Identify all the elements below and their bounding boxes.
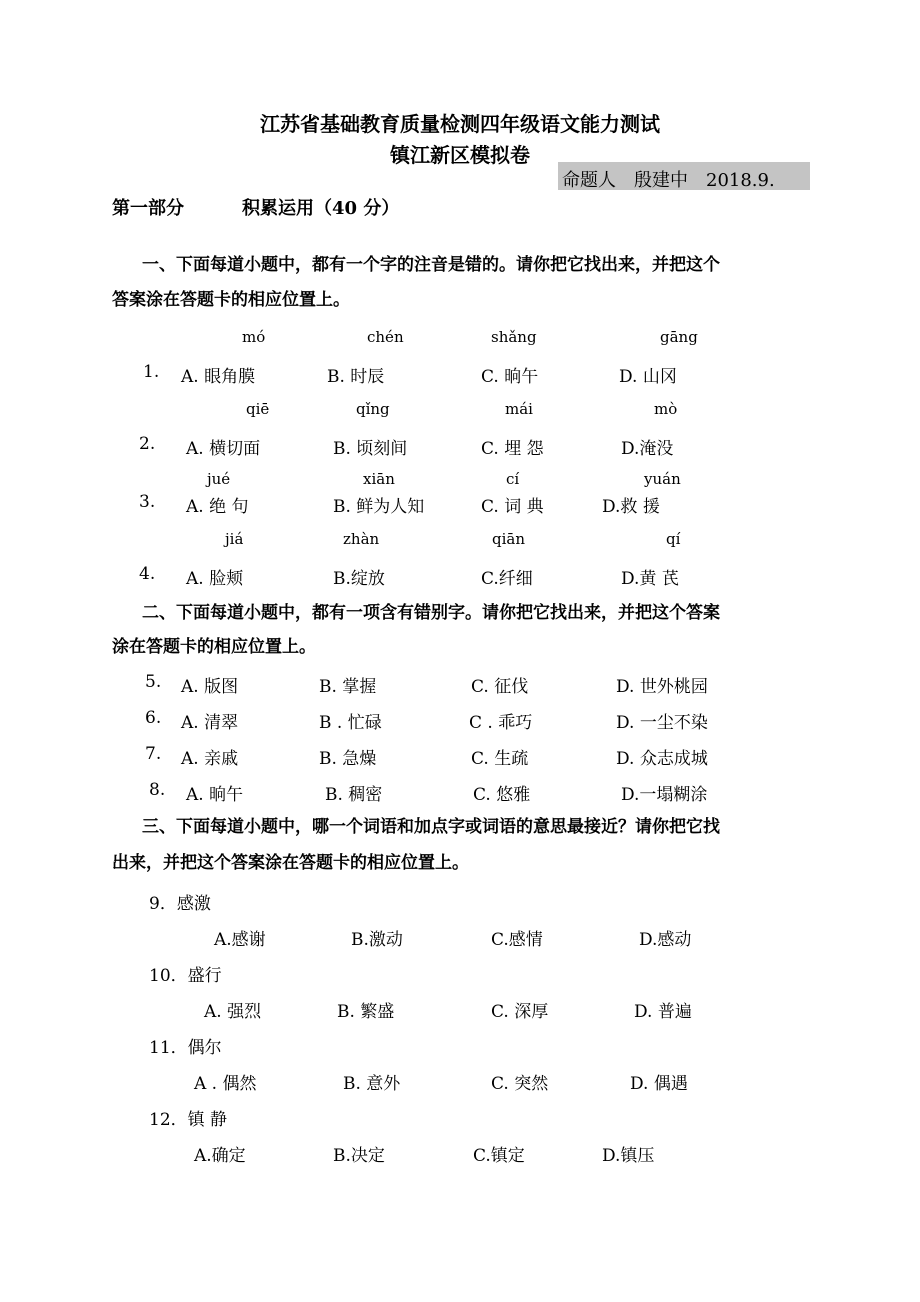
- option-c: C. 晌午: [481, 367, 539, 387]
- option-a: A. 绝 句: [186, 497, 249, 517]
- option-d: D. 一尘不染: [616, 713, 708, 733]
- pinyin: mó: [242, 328, 266, 346]
- option-d: D.一塌糊涂: [621, 785, 708, 805]
- pinyin: qiān: [492, 530, 526, 548]
- question-stem: 9．感激: [149, 894, 211, 914]
- section1-instruction-line2: 答案涂在答题卡的相应位置上。: [112, 290, 350, 310]
- author-line: 命题人 殷建中 2018.9.: [562, 170, 775, 191]
- question-number: 8.: [149, 780, 166, 800]
- option-d: D.黄 芪: [621, 569, 679, 589]
- option-c: C. 词 典: [481, 497, 544, 517]
- option-b: B. 时辰: [327, 367, 385, 387]
- option-d: D.救 援: [602, 497, 660, 517]
- option-b: B. 顷刻间: [333, 439, 408, 459]
- option-c: C. 深厚: [491, 1002, 549, 1022]
- option-c: C. 突然: [491, 1074, 549, 1094]
- option-d: D. 世外桃园: [616, 677, 708, 697]
- question-number: 2.: [139, 434, 156, 454]
- section1-instruction-line1: 一、下面每道小题中，都有一个字的注音是错的。请你把它找出来，并把这个: [142, 255, 720, 275]
- option-c: C.感情: [491, 930, 543, 950]
- question-number: 4.: [139, 564, 156, 584]
- option-b: B.绽放: [333, 569, 385, 589]
- option-c: C. 悠雅: [473, 785, 531, 805]
- option-c: C . 乖巧: [469, 713, 533, 733]
- option-d: D. 普遍: [634, 1002, 692, 1022]
- option-b: B. 鲜为人知: [333, 497, 425, 517]
- option-c: C. 征伐: [471, 677, 529, 697]
- question-number: 3.: [139, 492, 156, 512]
- option-d: D.淹没: [621, 439, 674, 459]
- option-b: B. 繁盛: [337, 1002, 395, 1022]
- pinyin: jué: [207, 470, 231, 488]
- option-a: A. 晌午: [186, 785, 244, 805]
- option-b: B.决定: [333, 1146, 385, 1166]
- option-d: D.感动: [639, 930, 692, 950]
- section2-instruction-line1: 二、下面每道小题中，都有一项含有错别字。请你把它找出来，并把这个答案: [142, 603, 720, 623]
- option-b: B. 掌握: [319, 677, 377, 697]
- option-c: C. 埋 怨: [481, 439, 544, 459]
- option-a: A.确定: [194, 1146, 246, 1166]
- section3-instruction-line1: 三、下面每道小题中，哪一个词语和加点字或词语的意思最接近？请你把它找: [142, 817, 720, 837]
- option-c: C.镇定: [473, 1146, 525, 1166]
- pinyin: yuán: [644, 470, 681, 488]
- option-a: A. 横切面: [186, 439, 261, 459]
- question-stem: 10．盛行: [149, 966, 222, 986]
- option-d: D. 山冈: [619, 367, 677, 387]
- part-name: 积累运用（40 分）: [242, 198, 400, 219]
- question-number: 5.: [145, 672, 162, 692]
- section2-instruction-line2: 涂在答题卡的相应位置上。: [112, 637, 316, 657]
- option-c: C.纤细: [481, 569, 533, 589]
- option-b: B.激动: [351, 930, 403, 950]
- section3-instruction-line2: 出来，并把这个答案涂在答题卡的相应位置上。: [112, 853, 469, 873]
- option-b: B. 意外: [343, 1074, 401, 1094]
- pinyin: jiá: [225, 530, 244, 548]
- option-b: B . 忙碌: [319, 713, 382, 733]
- option-c: C. 生疏: [471, 749, 529, 769]
- option-a: A . 偶然: [194, 1074, 257, 1094]
- pinyin: chén: [367, 328, 404, 346]
- exam-subtitle: 镇江新区模拟卷: [390, 143, 530, 167]
- question-stem: 12．镇 静: [149, 1110, 228, 1130]
- option-a: A. 版图: [181, 677, 239, 697]
- part-label: 第一部分: [112, 198, 184, 219]
- pinyin: zhàn: [343, 530, 380, 548]
- pinyin: mái: [505, 400, 533, 418]
- pinyin: qǐng: [356, 400, 390, 418]
- question-number: 7.: [145, 744, 162, 764]
- pinyin: mò: [654, 400, 678, 418]
- option-a: A. 眼角膜: [181, 367, 256, 387]
- option-d: D. 偶遇: [630, 1074, 688, 1094]
- option-b: B. 急燥: [319, 749, 377, 769]
- option-a: A.感谢: [214, 930, 266, 950]
- option-a: A. 脸颊: [186, 569, 244, 589]
- option-a: A. 清翠: [181, 713, 239, 733]
- option-a: A. 亲戚: [181, 749, 239, 769]
- option-d: D.镇压: [602, 1146, 655, 1166]
- pinyin: xiān: [363, 470, 395, 488]
- pinyin: gāng: [660, 328, 698, 346]
- pinyin: qiē: [246, 400, 270, 418]
- question-stem: 11．偶尔: [149, 1038, 222, 1058]
- exam-title: 江苏省基础教育质量检测四年级语文能力测试: [260, 112, 660, 136]
- pinyin: shǎng: [491, 328, 537, 346]
- pinyin: cí: [506, 470, 520, 488]
- question-number: 1.: [143, 362, 160, 382]
- question-number: 6.: [145, 708, 162, 728]
- option-a: A. 强烈: [204, 1002, 262, 1022]
- option-d: D. 众志成城: [616, 749, 708, 769]
- option-b: B. 稠密: [325, 785, 383, 805]
- pinyin: qí: [666, 530, 681, 548]
